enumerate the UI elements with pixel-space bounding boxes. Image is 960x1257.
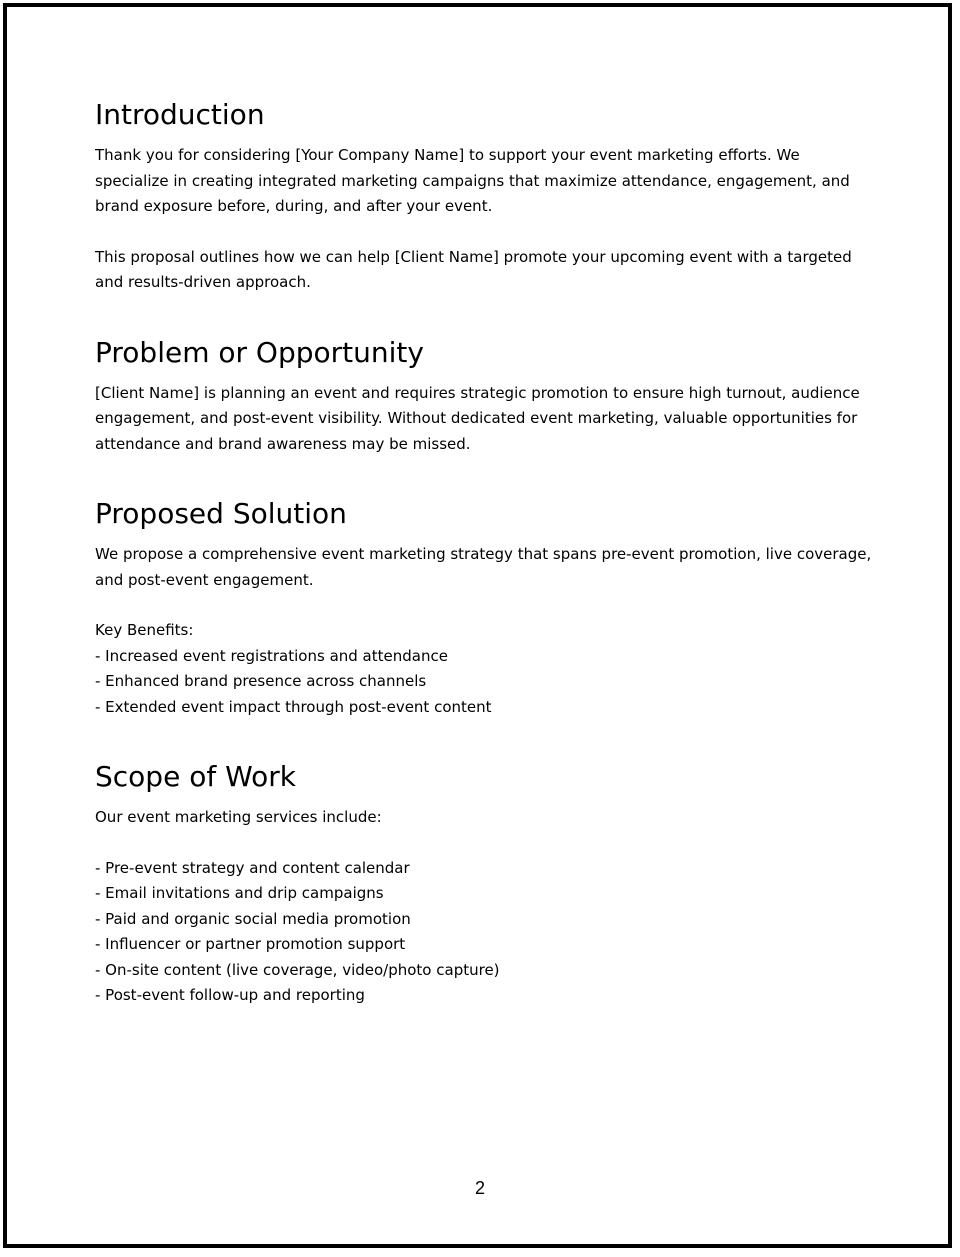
scope-item: - Pre-event strategy and content calendar [95, 858, 410, 877]
introduction-heading: Introduction [95, 98, 265, 131]
scope-item: - Email invitations and drip campaigns [95, 884, 384, 902]
scope-intro: Our event marketing services include: [95, 808, 382, 826]
benefit-item: - Extended event impact through post-event content [95, 697, 492, 716]
introduction-paragraph-2: This proposal outlines how we can help [Client Name] promote your upcoming event with a targeted and results-driven approach. [95, 247, 852, 291]
solution-section [95, 495, 875, 720]
scope-item: - Influencer or partner promotion support [95, 935, 406, 953]
solution-paragraph-1: We propose a comprehensive event marketing strategy that spans pre-event promotion, live coverage, and post-event engagement. [95, 545, 872, 589]
solution-heading: Proposed Solution [95, 497, 347, 530]
page-number: 2 [474, 1178, 485, 1198]
benefit-item: - Enhanced brand presence across channels [95, 672, 427, 690]
introduction-section [95, 96, 875, 296]
benefit-item: - Increased event registrations and attendance [95, 646, 448, 665]
problem-paragraph-1: [Client Name] is planning an event and requires strategic promotion to ensure high turnout, audience engagement, and post-event visibility. Without dedicated event marketing, valuable opportunities for attendance and brand awareness may be missed. [95, 383, 860, 453]
benefits-label: Key Benefits: [95, 621, 194, 639]
document-body [95, 96, 875, 1009]
scope-item: - Paid and organic social media promotion [95, 909, 411, 928]
scope-section [95, 758, 875, 1009]
problem-heading: Problem or Opportunity [95, 335, 424, 369]
introduction-paragraph-1: Thank you for considering [Your Company Name] to support your event marketing efforts. We specialize in creating integrated marketing campaigns that maximize attendance, engagement, and brand exposure before, during, and after your event. [95, 146, 850, 215]
scope-item: - Post-event follow-up and reporting [95, 986, 365, 1004]
scope-item: - On-site content (live coverage, video/photo capture) [95, 960, 500, 979]
problem-section [95, 334, 875, 458]
scope-heading: Scope of Work [95, 760, 296, 793]
